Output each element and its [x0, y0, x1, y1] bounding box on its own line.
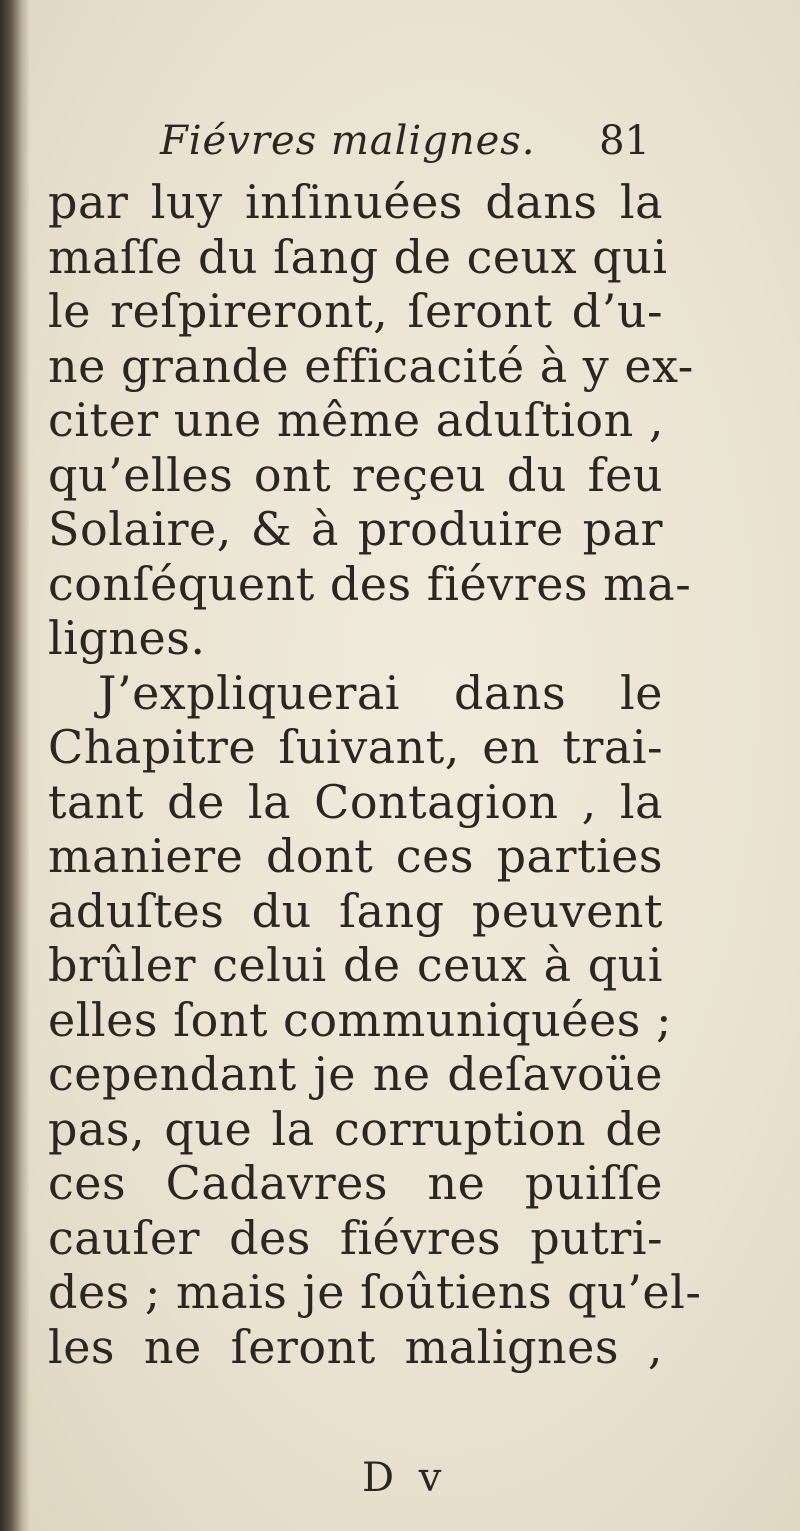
- text-line: brûler celui de ceux à qui: [48, 938, 663, 992]
- text-line: ne grande efficacité à y ex-: [48, 338, 694, 393]
- text-line: par luy inſinuées dans la: [48, 175, 663, 229]
- text-line: aduſtes du ſang peuvent: [48, 883, 663, 938]
- text-line: qu’elles ont reçeu du feu: [48, 447, 663, 502]
- text-line: Solaire, & à produire par: [48, 502, 663, 556]
- text-line: cependant je ne deſavoüe: [48, 1047, 663, 1101]
- text-line: maſſe du ſang de ceux qui: [48, 229, 668, 284]
- text-line: lignes.: [48, 611, 206, 665]
- text-line: Chapitre ſuivant, en trai-: [48, 720, 663, 774]
- text-line: le reſpireront, ſeront d’u-: [48, 284, 663, 338]
- page-number: 81: [599, 118, 650, 164]
- signature-mark: D v: [362, 1455, 448, 1501]
- running-title: Fiévres malignes.: [160, 118, 536, 164]
- text-line: les ne ſeront malignes ,: [48, 1319, 663, 1374]
- book-spine-shadow: [0, 0, 30, 1531]
- page-header: [160, 118, 660, 178]
- text-line: conſéquent des fiévres ma-: [48, 556, 692, 611]
- text-line: maniere dont ces parties: [48, 829, 663, 883]
- text-line: pas, que la corruption de: [48, 1101, 663, 1156]
- text-line: elles ſont communiquées ;: [48, 992, 672, 1047]
- text-line: citer une même aduſtion ,: [48, 393, 664, 447]
- text-line: ces Cadavres ne puiſſe: [48, 1156, 663, 1210]
- text-line: tant de la Contagion , la: [48, 774, 663, 829]
- text-line: J’expliquerai dans le: [98, 665, 663, 720]
- text-line: cauſer des fiévres putri-: [48, 1210, 663, 1265]
- body-text: [48, 175, 702, 1374]
- text-line: des ; mais je ſoûtiens qu’el-: [48, 1265, 702, 1319]
